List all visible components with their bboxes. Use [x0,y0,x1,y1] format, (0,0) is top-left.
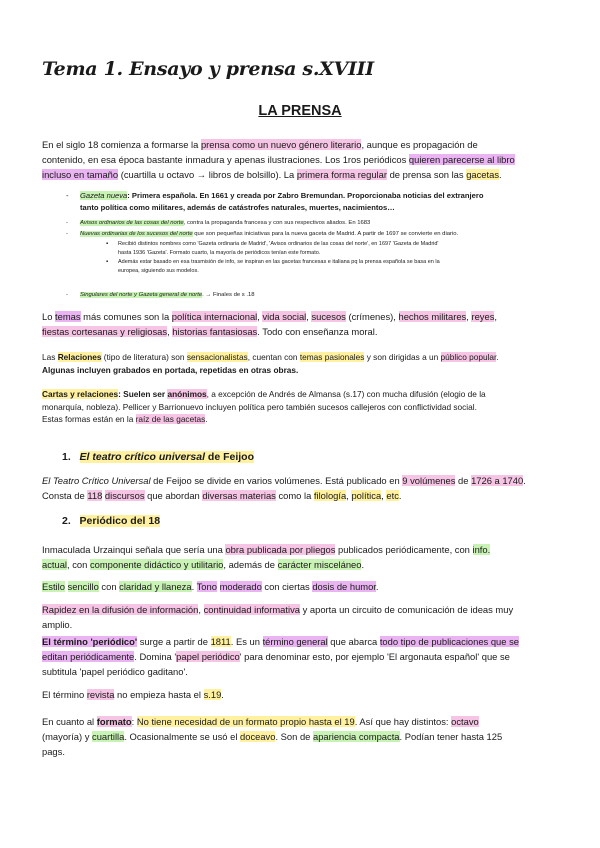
highlight: quieren parecerse al libro [408,154,515,165]
highlight: anónimos [167,389,207,399]
termino-paragraph [42,634,562,679]
text: (mayoría) y [42,731,93,742]
text: de Feijoo se divide en varios volúmenes. Está publicado en [150,475,403,486]
temas-paragraph [42,309,562,339]
highlight: Rapidez en la difusión de información [42,604,199,615]
highlight: actual [42,559,68,570]
text: que abarca [327,636,380,647]
list-item [80,190,570,214]
highlight: temas pasionales [299,352,365,362]
text: publicados periódicamente, con [335,544,473,555]
text: . [499,169,502,180]
text: más comunes son la [80,311,172,322]
highlight: apariencia compacta [313,731,400,742]
highlight: revista [86,689,115,700]
text: , [257,311,263,322]
highlight: formato [96,716,132,727]
highlight: Tono [196,581,217,592]
text: . Ocasionalmente se usó el [124,731,241,742]
text: (crímenes), [345,311,399,322]
text: En cuanto al [42,716,97,727]
urzainqui-paragraph [42,542,562,572]
text: . [523,475,526,486]
text: Además estar basado en esa trasmisión de info, se inspiran en las gacetas francesas e italiana pq la prensa española se basa en la [118,259,440,265]
text: . Domina ' [134,651,177,662]
text: Lo [42,311,56,322]
text: amplio. [42,619,73,630]
highlight: carácter misceláneo [277,559,362,570]
highlight: cuartilla [92,731,125,742]
section-1-heading [62,451,254,463]
text: monarquía, nobleza). Pellicer y Barrionuevo incluyen política pero también sucesos callejeros con conflictividad social. [42,401,477,412]
text: . [398,490,402,501]
section-label: de Feijoo [205,451,255,463]
highlight: prensa como un nuevo género literario [200,139,362,150]
section-number: 2. [62,515,71,527]
text: : [131,716,137,727]
text: , aunque es propagación de [361,139,478,150]
highlight: historias fantasiosas [172,326,258,337]
highlight: 118 [87,490,103,501]
text: Estas formas están en la [42,414,136,424]
highlight: Relaciones [57,352,102,362]
text: Algunas incluyen grabados en portada, repetidas en otras obras. [42,365,299,375]
text: . Todo con enseñanza moral. [257,326,378,337]
text: de prensa son las [386,169,467,180]
text: surge a partir de [137,636,211,647]
highlight: info. [472,544,491,555]
relaciones-paragraph [42,351,562,377]
document-title: Tema 1. Ensayo y prensa s.XVIII [42,58,374,80]
text: tanto política como militares, además de catástrofes naturales, muertes, nacimientos… [80,203,395,212]
highlight: discursos [104,490,145,501]
highlight: sensacionalistas [186,352,248,362]
text: , [466,311,472,322]
formato-paragraph [42,714,562,759]
text: y son dirigidas a un [364,352,441,362]
text: . [205,414,208,424]
text: El Teatro Crítico Universal [42,475,151,486]
text: : Primera española. En 1661 y creada por Zabro Bremundan. Proporcionaba noticias del extranjero [127,191,484,200]
text: : Suelen ser [118,389,168,399]
highlight: papel periódico [176,651,240,662]
text: . [221,689,224,700]
text: y aporta un circuito de comunicación de ideas muy [300,604,514,615]
list-item [80,230,570,239]
list-item [80,291,570,300]
text: ' para denominar esto, por ejemplo 'El argonauta español' que se [239,651,510,662]
section-label: El teatro crítico universal [79,451,205,463]
highlight: obra publicada por pliegos [225,544,336,555]
highlight: Estilo [42,581,65,592]
highlight: claridad y llaneza [119,581,192,592]
highlight: gacetas [466,169,500,180]
text: , [198,604,204,615]
highlight: dosis de humor [312,581,376,592]
highlight: s.19 [203,689,222,700]
highlight: continuidad informativa [203,604,300,615]
highlight: 1726 a 1740 [471,475,524,486]
highlight: Singulares del norte y Gazeta general de norte [80,292,203,298]
text: , a excepción de Andrés de Almansa (s.17) con mucha difusión (elogio de la [206,389,486,399]
section-label: Periódico del 18 [79,515,161,527]
highlight: etc [386,490,399,501]
text: como la [275,490,314,501]
highlight: octavo [451,716,479,727]
text: con [98,581,120,592]
highlight: reyes [471,311,495,322]
highlight: público popular [440,352,497,362]
text: . → Finales de s .18 [202,292,255,298]
highlight: doceavo [240,731,276,742]
intro-paragraph [42,137,562,182]
highlight: 1811 [210,636,231,647]
text: , [167,326,173,337]
text: El término [42,689,87,700]
text: (cuartilla u octavo → libros de bolsillo). La [118,169,297,180]
highlight: política internacional [171,311,258,322]
text: contenido, en esa época bastante inmadura y apenas ilustraciones. Los 1ros periódicos [42,154,409,165]
highlight: política [351,490,382,501]
highlight: editan periódicamente [42,651,135,662]
highlight: raíz de las gacetas [135,414,206,424]
sub-list-item [118,258,568,275]
text: Consta de [42,490,88,501]
text: no empieza hasta el [114,689,204,700]
highlight: diversas materias [202,490,276,501]
highlight: 9 volúmenes [402,475,456,486]
text: , [494,311,498,322]
section-2-heading [62,515,160,527]
text: de [455,475,472,486]
highlight: El término 'periódico' [42,636,138,647]
text: . Así que hay distintos: [354,716,452,727]
text: (tipo de literatura) son [101,352,187,362]
teatro-paragraph [42,473,562,503]
cartas-paragraph [42,388,562,426]
text: . [191,581,197,592]
text: que son pequeñas iniciativas para la nueva gaceta de Madrid. A partir de 1697 se convierte en diario. [192,231,459,237]
text: , contra la propaganda francesa y con sus respectivos aliados. En 1683 [183,220,371,226]
highlight: temas [55,311,81,322]
text: . [496,352,499,362]
text: hasta 1936 'Gazeta'. Formato cuarto, la mayoría de periódicos tenían este formato. [118,249,321,256]
highlight: fiestas cortesanas y religiosas [42,326,168,337]
text: Recibió distintos nombres como 'Gazeta ordinaria de Madrid', 'Avisos ordinarios de las cosas del norte', en 1697 'Gazeta de Madrid' [118,241,439,247]
highlight: incluso en tamaño [42,169,119,180]
text: europea, siguiendo sus modelos. [118,267,199,274]
text: subtitula 'papel periódico gaditano'. [42,666,188,677]
text: , con [67,559,90,570]
section-heading: LA PRENSA [258,103,342,119]
text: Inmaculada Urzainqui señala que sería una [42,544,226,555]
highlight: sencillo [67,581,99,592]
text: , cuentan con [247,352,300,362]
section-number: 1. [62,451,71,463]
text: con ciertas [261,581,313,592]
highlight: filología [313,490,347,501]
text: . [361,559,365,570]
rapidez-paragraph [42,602,562,632]
estilo-paragraph [42,579,562,594]
highlight: Gazeta nueva [80,191,128,200]
highlight: sucesos [311,311,346,322]
text: . Podían tener hasta 125 [399,731,503,742]
highlight: componente didáctico y utilitario [89,559,224,570]
highlight: Nuevas ordinarias de los sucesos del norte [80,231,193,237]
text: Las [42,352,58,362]
sub-list-item [118,240,568,257]
text: . Es un [230,636,263,647]
text: , [306,311,312,322]
text: que abordan [144,490,203,501]
text: . [375,581,379,592]
revista-paragraph [42,687,562,702]
text: , [381,490,387,501]
text: pags. [42,746,65,757]
highlight: hechos militares [398,311,467,322]
text: . Son de [275,731,313,742]
highlight: No tiene necesidad de un formato propio hasta el 19 [136,716,355,727]
text: , [346,490,352,501]
highlight: moderado [219,581,262,592]
list-item [80,219,570,228]
text: , además de [223,559,278,570]
highlight: vida social [262,311,307,322]
text: En el siglo 18 comienza a formarse la [42,139,201,150]
highlight: término general [262,636,328,647]
highlight: Cartas y relaciones [42,389,119,399]
highlight: primera forma regular [296,169,387,180]
highlight: todo tipo de publicaciones que se [379,636,519,647]
highlight: Avisos ordinarios de las cosas del norte [80,220,184,226]
